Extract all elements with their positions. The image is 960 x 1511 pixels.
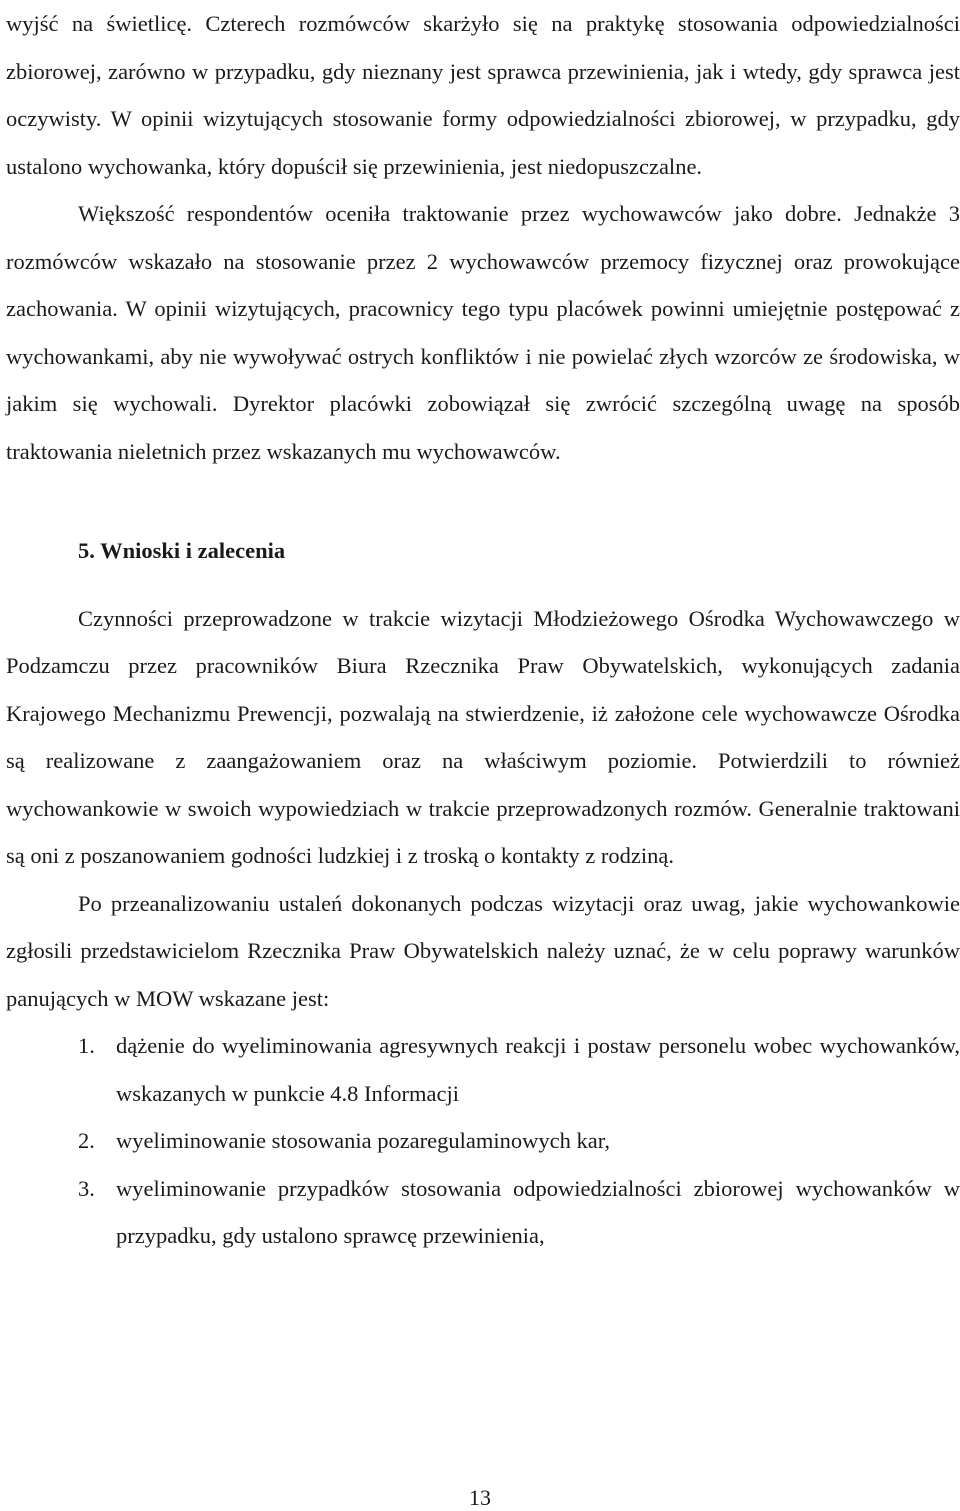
page-number: 13 <box>469 1485 491 1510</box>
recommendations-list <box>6 1022 960 1260</box>
list-item <box>6 1165 960 1260</box>
paragraph-recommendations-intro: Po przeanalizowaniu ustaleń dokonanych podczas wizytacji oraz uwag, jakie wychowankowie zgłosili przedstawicielom Rzecznika Praw Obywatelskich należy uznać, że w celu poprawy warunków panujących w MOW wskazane jest: <box>6 890 960 1011</box>
list-item-text: wyeliminowanie stosowania pozaregulaminowych kar, <box>116 1128 610 1153</box>
paragraph-collective-responsibility: wyjść na świetlicę. Czterech rozmówców skarżyło się na praktykę stosowania odpowiedzialności zbiorowej, zarówno w przypadku, gdy nieznany jest sprawca przewinienia, jak i wtedy, gdy sprawca jest oczywisty. W opinii wizytujących stosowanie formy odpowiedzialności zbiorowej, w przypadku, gdy ustalono wychowanka, który dopuścił się przewinienia, jest niedopuszczalne. <box>6 11 960 179</box>
section-heading: 5. Wnioski i zalecenia <box>78 538 286 563</box>
document-page <box>6 0 960 1260</box>
list-item <box>6 1022 960 1117</box>
paragraph-conclusions: Czynności przeprowadzone w trakcie wizytacji Młodzieżowego Ośrodka Wychowawczego w Podzamczu przez pracowników Biura Rzecznika Praw Obywatelskich, wykonujących zadania Krajowego Mechanizmu Prewencji, pozwalają na stwierdzenie, iż założone cele wychowawcze Ośrodka są realizowane z zaangażowaniem oraz na właściwym poziomie. Potwierdzili to również wychowankowie w swoich wypowiedziach w trakcie przeprowadzonych rozmów. Generalnie traktowani są oni z poszanowaniem godności ludzkiej i z troską o kontakty z rodziną. <box>6 605 960 868</box>
list-item-number: 1. <box>78 1033 95 1058</box>
list-item-text: dążenie do wyeliminowania agresywnych reakcji i postaw personelu wobec wychowanków, wskazanych w punkcie 4.8 Informacji <box>116 1033 960 1106</box>
list-item <box>6 1117 960 1165</box>
list-item-number: 3. <box>78 1175 95 1201</box>
list-item-text: wyeliminowanie przypadków stosowania odpowiedzialności zbiorowej wychowanków w przypadku, gdy ustalono sprawcę przewinienia, <box>116 1175 960 1248</box>
paragraph-staff-treatment: Większość respondentów oceniła traktowanie przez wychowawców jako dobre. Jednakże 3 rozmówców wskazało na stosowanie przez 2 wychowawców przemocy fizycznej oraz prowokujące zachowania. W opinii wizytujących, pracownicy tego typu placówek powinni umiejętnie postępować z wychowankami, aby nie wywoływać ostrych konfliktów i nie powielać złych wzorców ze środowiska, w jakim się wychowali. Dyrektor placówki zobowiązał się zwrócić szczególną uwagę na sposób traktowania nieletnich przez wskazanych mu wychowawców. <box>6 201 960 464</box>
list-item-number: 2. <box>78 1128 95 1153</box>
